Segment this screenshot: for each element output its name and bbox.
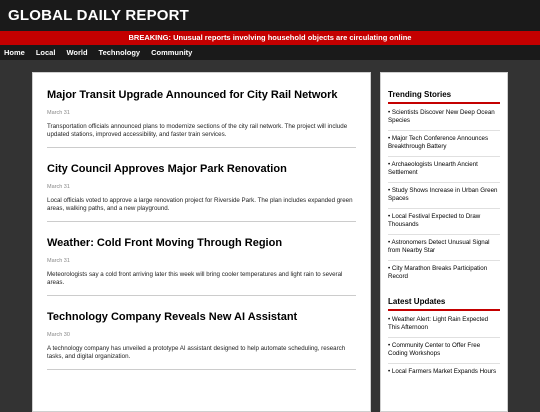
trending-item[interactable]: • Study Shows Increase in Urban Green Spaces xyxy=(388,187,500,209)
update-item[interactable]: • Local Farmers Market Expands Hours xyxy=(388,368,497,375)
article-date: March 31 xyxy=(47,110,70,116)
trending-item[interactable]: • Major Tech Conference Announces Breakthrough Battery xyxy=(388,135,500,157)
trending-item[interactable]: • Scientists Discover New Deep Ocean Species xyxy=(388,109,500,131)
latest-updates-heading: Latest Updates xyxy=(388,297,500,311)
article-card xyxy=(47,296,356,370)
updates-list xyxy=(388,316,500,381)
article-headline[interactable]: City Council Approves Major Park Renovation xyxy=(47,163,287,175)
article-headline[interactable]: Technology Company Reveals New AI Assistant xyxy=(47,311,298,323)
article-date: March 31 xyxy=(47,258,70,264)
article-list xyxy=(32,72,371,412)
nav-home[interactable]: Home xyxy=(4,48,25,57)
trending-item[interactable]: • City Marathon Breaks Participation Record xyxy=(388,265,488,280)
article-headline[interactable]: Major Transit Upgrade Announced for City Rail Network xyxy=(47,89,338,101)
article-date: March 31 xyxy=(47,184,70,190)
article-card xyxy=(47,222,356,296)
trending-item[interactable]: • Local Festival Expected to Draw Thousands xyxy=(388,213,500,235)
trending-heading: Trending Stories xyxy=(388,90,500,104)
main-nav xyxy=(0,45,540,60)
article-date: March 30 xyxy=(47,332,70,338)
article-summary: Transportation officials announced plans to modernize sections of the city rail network. The project will include updated stations, improved accessibility, and faster train services. xyxy=(47,123,348,138)
update-item[interactable]: • Community Center to Offer Free Coding Workshops xyxy=(388,342,500,364)
trending-item[interactable]: • Astronomers Detect Unusual Signal from Nearby Star xyxy=(388,239,500,261)
nav-technology[interactable]: Technology xyxy=(98,48,141,57)
article-summary: Local officials voted to approve a large renovation project for Riverside Park. The plan includes expanded green areas, walking paths, and a new playground. xyxy=(47,197,353,212)
sidebar xyxy=(380,72,508,412)
trending-list xyxy=(388,109,500,286)
article-headline[interactable]: Weather: Cold Front Moving Through Region xyxy=(47,237,283,249)
article-summary: A technology company has unveiled a prototype AI assistant designed to help automate scheduling, research tasks, and digital organization. xyxy=(47,345,346,360)
trending-item[interactable]: • Archaeologists Unearth Ancient Settlement xyxy=(388,161,500,183)
site-title: GLOBAL DAILY REPORT xyxy=(8,7,190,24)
nav-community[interactable]: Community xyxy=(151,48,193,57)
nav-local[interactable]: Local xyxy=(35,48,56,57)
update-item[interactable]: • Weather Alert: Light Rain Expected This Afternoon xyxy=(388,316,500,338)
page-body xyxy=(0,60,540,405)
breaking-news-banner: BREAKING: Unusual reports involving household objects are circulating online xyxy=(0,31,540,45)
masthead xyxy=(0,0,540,31)
article-card xyxy=(47,148,356,222)
nav-world[interactable]: World xyxy=(66,48,88,57)
article-card xyxy=(47,73,356,148)
article-summary: Meteorologists say a cold front arriving later this week will bring cooler temperatures and light rain to several areas. xyxy=(47,271,343,286)
